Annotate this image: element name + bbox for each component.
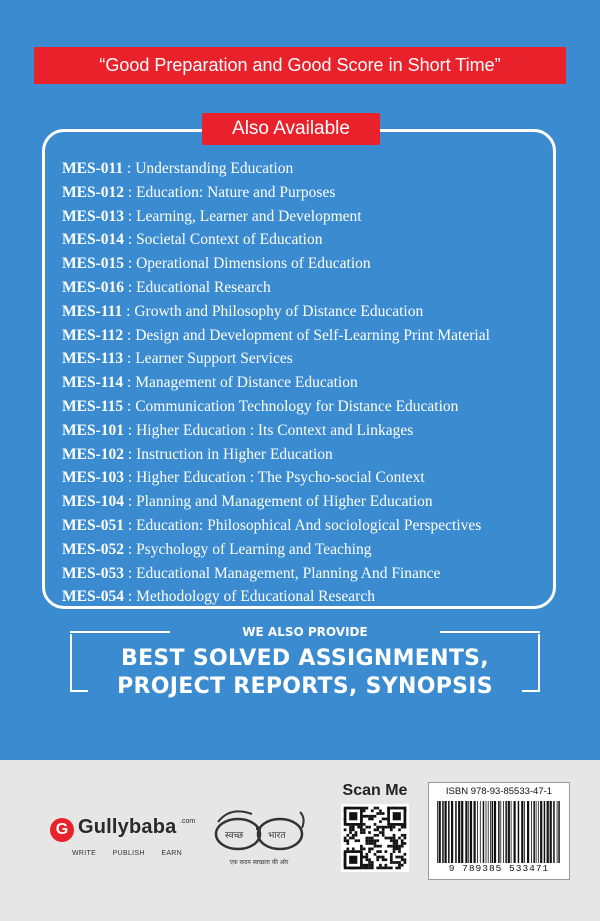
course-separator: : xyxy=(124,421,137,439)
course-separator: : xyxy=(124,516,137,534)
course-separator: : xyxy=(124,207,137,225)
course-title: Communication Technology for Distance Education xyxy=(135,397,459,415)
course-separator: : xyxy=(124,469,137,487)
gullybaba-logo xyxy=(50,816,200,876)
course-list xyxy=(62,157,552,609)
provide-subtitle: WE ALSO PROVIDE xyxy=(242,625,368,639)
glasses-icon xyxy=(208,800,308,860)
course-item xyxy=(62,157,552,181)
course-title: Learner Support Services xyxy=(135,350,293,368)
course-item xyxy=(62,228,552,252)
course-code: MES-114 xyxy=(62,374,124,392)
cover-footer xyxy=(0,760,600,921)
course-code: MES-103 xyxy=(62,469,124,487)
course-code: MES-016 xyxy=(62,278,124,296)
course-code: MES-115 xyxy=(62,397,124,415)
course-title: Management of Distance Education xyxy=(135,374,358,392)
tag-write: WRITE xyxy=(72,850,97,857)
course-title: Higher Education : Its Context and Linkages xyxy=(136,421,414,439)
course-item xyxy=(62,205,552,229)
course-item xyxy=(62,443,552,467)
course-code: MES-053 xyxy=(62,564,124,582)
course-title: Planning and Management of Higher Education xyxy=(136,493,433,511)
course-item xyxy=(62,466,552,490)
course-title: Operational Dimensions of Education xyxy=(136,255,371,273)
course-code: MES-054 xyxy=(62,588,124,606)
course-title: Methodology of Educational Research xyxy=(136,588,375,606)
course-code: MES-014 xyxy=(62,231,124,249)
course-item xyxy=(62,371,552,395)
course-code: MES-013 xyxy=(62,207,124,225)
isbn-barcode xyxy=(428,782,570,880)
barcode-number: 9 789385 533471 xyxy=(448,863,550,874)
course-separator: : xyxy=(124,493,137,511)
course-item xyxy=(62,514,552,538)
course-separator: : xyxy=(124,231,137,249)
course-code: MES-102 xyxy=(62,445,124,463)
course-code: MES-011 xyxy=(62,160,124,177)
course-title: Education: Nature and Purposes xyxy=(136,183,336,201)
scan-section xyxy=(338,782,412,902)
course-separator: : xyxy=(124,588,137,606)
course-code: MES-012 xyxy=(62,183,124,201)
gullybaba-g-icon: G xyxy=(50,818,74,842)
course-code: MES-112 xyxy=(62,326,124,344)
course-separator: : xyxy=(123,397,136,415)
also-available-title: Also Available xyxy=(202,113,380,145)
course-code: MES-015 xyxy=(62,255,124,273)
course-code: MES-104 xyxy=(62,493,124,511)
gullybaba-tags xyxy=(72,850,182,857)
course-separator: : xyxy=(124,540,137,558)
provide-line-1: BEST SOLVED ASSIGNMENTS, xyxy=(121,646,489,671)
course-item xyxy=(62,347,552,371)
course-title: Understanding Education xyxy=(135,160,294,177)
tagline-text: “Good Preparation and Good Score in Short Time” xyxy=(99,55,501,75)
course-item xyxy=(62,395,552,419)
tag-publish: PUBLISH xyxy=(112,850,145,857)
course-separator: : xyxy=(123,326,136,344)
course-separator: : xyxy=(124,255,137,273)
course-code: MES-051 xyxy=(62,516,124,534)
course-separator: : xyxy=(124,564,137,582)
course-item xyxy=(62,585,552,609)
course-item xyxy=(62,300,552,324)
gullybaba-name: Gullybaba xyxy=(78,816,177,838)
barcode-icon xyxy=(435,801,563,863)
swachh-bharat-logo xyxy=(208,800,308,880)
course-item xyxy=(62,324,552,348)
course-title: Societal Context of Education xyxy=(136,231,323,249)
course-title: Educational Research xyxy=(136,278,271,296)
swachh-left-text: स्वच्छ xyxy=(225,831,244,841)
course-title: Higher Education : The Psycho-social Context xyxy=(136,469,425,487)
course-item xyxy=(62,252,552,276)
provide-section xyxy=(70,622,540,706)
swachh-tagline: एक कदम स्वच्छता की ओर xyxy=(229,859,289,866)
course-code: MES-113 xyxy=(62,350,124,368)
swachh-right-text: भारत xyxy=(268,831,286,841)
course-title: Education: Philosophical And sociological Perspectives xyxy=(136,516,482,534)
course-item xyxy=(62,276,552,300)
course-item xyxy=(62,490,552,514)
course-title: Psychology of Learning and Teaching xyxy=(136,540,372,558)
course-title: Educational Management, Planning And Finance xyxy=(136,564,441,582)
course-item xyxy=(62,538,552,562)
course-separator: : xyxy=(124,278,137,296)
course-code: MES-052 xyxy=(62,540,124,558)
course-separator: : xyxy=(123,374,136,392)
course-item xyxy=(62,419,552,443)
provide-line-2: PROJECT REPORTS, SYNOPSIS xyxy=(117,674,493,699)
course-title: Growth and Philosophy of Distance Education xyxy=(134,302,424,320)
scan-label: Scan Me xyxy=(342,782,408,799)
tag-earn: EARN xyxy=(161,850,182,857)
tagline-banner xyxy=(34,47,566,84)
course-separator: : xyxy=(124,445,137,463)
course-separator: : xyxy=(123,160,136,177)
course-title: Learning, Learner and Development xyxy=(136,207,362,225)
course-separator: : xyxy=(123,350,136,368)
qr-code-icon[interactable] xyxy=(341,804,409,872)
gullybaba-suffix: .com xyxy=(180,818,196,825)
course-code: MES-101 xyxy=(62,421,124,439)
course-title: Instruction in Higher Education xyxy=(136,445,333,463)
course-separator: : xyxy=(122,302,135,320)
isbn-text: ISBN 978-93-85533-47-1 xyxy=(445,786,553,797)
course-item xyxy=(62,562,552,586)
course-title: Design and Development of Self-Learning Print Material xyxy=(135,326,490,344)
course-code: MES-111 xyxy=(62,302,123,320)
course-separator: : xyxy=(124,183,137,201)
course-item xyxy=(62,181,552,205)
